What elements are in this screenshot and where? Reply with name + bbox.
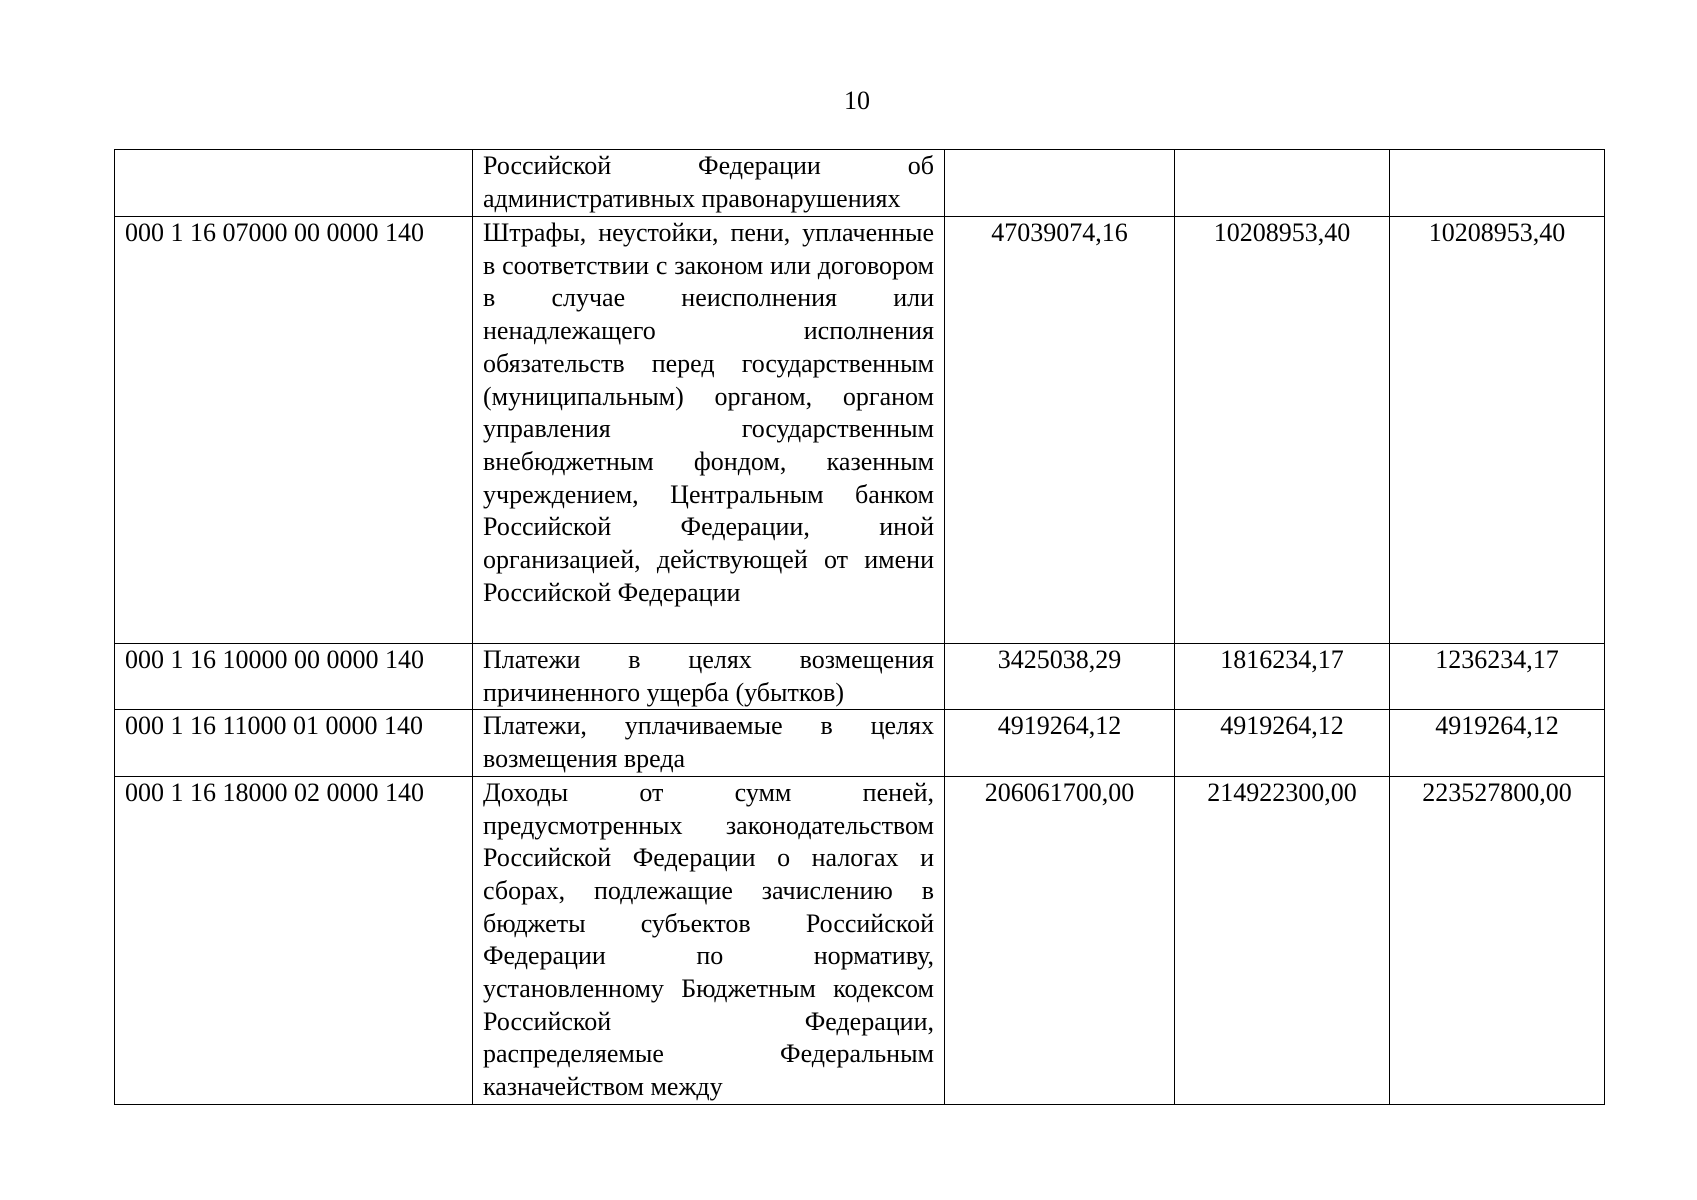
row-value-1: 47039074,16 bbox=[945, 217, 1175, 644]
table-row bbox=[115, 217, 1605, 644]
row-value-2: 4919264,12 bbox=[1175, 710, 1390, 776]
row-name: Платежи, уплачиваемые в целях возмещения вреда bbox=[473, 710, 945, 776]
budget-table bbox=[114, 149, 1605, 1105]
row-value-3: 4919264,12 bbox=[1390, 710, 1605, 776]
row-code bbox=[115, 150, 473, 217]
row-code: 000 1 16 18000 02 0000 140 bbox=[115, 776, 473, 1104]
row-value-2: 10208953,40 bbox=[1175, 217, 1390, 644]
row-value-1: 206061700,00 bbox=[945, 776, 1175, 1104]
row-value-2 bbox=[1175, 150, 1390, 217]
row-name: Российской Федерации об административных правонарушениях bbox=[473, 150, 945, 217]
table-row bbox=[115, 776, 1605, 1104]
table-row bbox=[115, 710, 1605, 776]
row-value-2: 1816234,17 bbox=[1175, 644, 1390, 710]
row-value-3: 223527800,00 bbox=[1390, 776, 1605, 1104]
row-code: 000 1 16 07000 00 0000 140 bbox=[115, 217, 473, 644]
row-value-3: 1236234,17 bbox=[1390, 644, 1605, 710]
row-value-3: 10208953,40 bbox=[1390, 217, 1605, 644]
table-row bbox=[115, 150, 1605, 217]
row-value-1 bbox=[945, 150, 1175, 217]
row-value-3 bbox=[1390, 150, 1605, 217]
row-value-1: 4919264,12 bbox=[945, 710, 1175, 776]
row-name: Доходы от сумм пеней, предусмотренных законодательством Российской Федерации о налогах и сборах, подлежащие зачислению в бюджеты субъектов Российской Федерации по нормативу, установленному Бюджетным кодексом Российской Федерации, распределяемые Федеральным казначейством между bbox=[473, 776, 945, 1104]
row-name: Платежи в целях возмещения причиненного ущерба (убытков) bbox=[473, 644, 945, 710]
row-value-1: 3425038,29 bbox=[945, 644, 1175, 710]
row-name: Штрафы, неустойки, пени, уплаченные в соответствии с законом или договором в случае неисполнения или ненадлежащего исполнения обязательств перед государственным (муниципальным) органом, органом управления государственным внебюджетным фондом, казенным учреждением, Центральным банком Российской Федерации, иной организацией, действующей от имени Российской Федерации bbox=[473, 217, 945, 644]
row-code: 000 1 16 10000 00 0000 140 bbox=[115, 644, 473, 710]
table-row bbox=[115, 644, 1605, 710]
row-code: 000 1 16 11000 01 0000 140 bbox=[115, 710, 473, 776]
page-number: 10 bbox=[844, 86, 870, 115]
row-value-2: 214922300,00 bbox=[1175, 776, 1390, 1104]
